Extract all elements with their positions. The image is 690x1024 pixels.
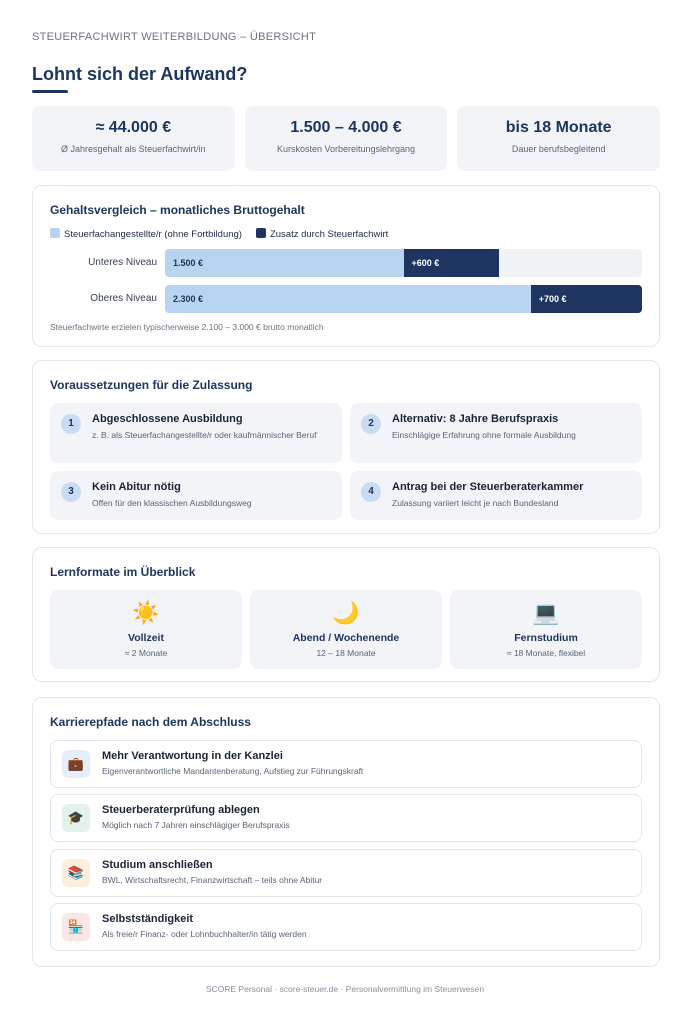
career-item <box>50 740 642 788</box>
format-duration: ≈ 18 Monate, flexibel <box>506 648 586 658</box>
step-number-badge: 3 <box>61 482 81 502</box>
legend-label-base: Steuerfachangestellte/r (ohne Fortbildung) <box>64 229 242 240</box>
requirement-item <box>50 403 342 463</box>
formats-row <box>50 590 642 669</box>
career-paths-card <box>32 697 660 967</box>
requirement-desc: Offen für den klassischen Ausbildungsweg <box>92 498 252 508</box>
stats-row <box>32 106 660 171</box>
page-footer: SCORE Personal · score-steuer.de · Personalvermittlung im Steuerwesen <box>205 984 485 994</box>
legend-swatch-extra <box>256 228 266 238</box>
format-name: Vollzeit <box>128 632 164 644</box>
stat-label: Kurskosten Vorbereitungslehrgang <box>276 144 416 154</box>
stat-duration <box>457 106 660 171</box>
bar-track <box>165 249 642 277</box>
requirements-card <box>32 360 660 534</box>
stat-label: Ø Jahresgehalt als Steuerfachwirt/in <box>61 144 206 154</box>
career-item <box>50 849 642 897</box>
salary-comparison-card <box>32 185 660 347</box>
step-number-badge: 4 <box>361 482 381 502</box>
format-duration: ≈ 2 Monate <box>124 648 168 658</box>
career-item <box>50 794 642 842</box>
format-evening-weekend <box>250 590 442 669</box>
career-title: Mehr Verantwortung in der Kanzlei <box>102 750 283 762</box>
requirement-title: Antrag bei der Steuerberaterkammer <box>392 481 584 493</box>
bar-label: Oberes Niveau <box>90 293 157 304</box>
requirement-item <box>50 471 342 520</box>
step-number-badge: 2 <box>361 414 381 434</box>
format-distance <box>450 590 642 669</box>
legend-swatch-base <box>50 228 60 238</box>
career-item <box>50 903 642 951</box>
careers-title: Karrierepfade nach dem Abschluss <box>50 715 251 729</box>
moon-icon: 🌙 <box>332 600 360 625</box>
format-name: Abend / Wochenende <box>292 632 400 644</box>
requirement-desc: Zulassung variiert leicht je nach Bundesland <box>392 498 559 508</box>
sun-icon: ☀️ <box>132 600 160 625</box>
format-fulltime <box>50 590 242 669</box>
requirement-title: Abgeschlossene Ausbildung <box>92 413 243 425</box>
stat-value: bis 18 Monate <box>505 119 612 136</box>
career-desc: Möglich nach 7 Jahren einschlägiger Berufspraxis <box>102 820 290 830</box>
salary-note: Steuerfachwirte erzielen typischerweise 2.100 – 3.000 € brutto monatlich <box>50 322 324 332</box>
bar-label: Unteres Niveau <box>88 257 157 268</box>
requirement-title: Kein Abitur nötig <box>92 481 181 493</box>
legend-item-base <box>50 228 242 240</box>
bar-segment-extra: +600 € <box>404 249 499 277</box>
requirements-grid <box>50 403 642 520</box>
laptop-icon: 💻 <box>532 600 560 625</box>
bar-segment-base: 1.500 € <box>165 249 404 277</box>
salary-bar-row <box>50 285 642 313</box>
page-eyebrow: STEUERFACHWIRT WEITERBILDUNG – ÜBERSICHT <box>32 31 317 43</box>
shop-icon: 🏪 <box>62 913 90 941</box>
career-desc: Eigenverantwortliche Mandantenberatung, Aufstieg zur Führungskraft <box>102 766 364 776</box>
career-title: Steuerberaterprüfung ablegen <box>102 804 260 816</box>
career-desc: BWL, Wirtschaftsrecht, Finanzwirtschaft – teils ohne Abitur <box>102 875 323 885</box>
requirement-item <box>350 471 642 520</box>
requirement-title: Alternativ: 8 Jahre Berufspraxis <box>392 413 559 425</box>
requirement-item <box>350 403 642 463</box>
requirement-desc: Einschlägige Erfahrung ohne formale Ausbildung <box>392 430 576 440</box>
page-title: Lohnt sich der Aufwand? <box>32 64 248 84</box>
legend-label-extra: Zusatz durch Steuerfachwirt <box>269 229 389 240</box>
graduation-cap-icon: 🎓 <box>62 804 90 832</box>
requirement-desc: z. B. als Steuerfachangestellte/r oder kaufmännischer Beruf <box>92 430 317 440</box>
stat-label: Dauer berufsbegleitend <box>511 144 606 154</box>
stat-value: 1.500 – 4.000 € <box>290 119 402 136</box>
bar-segment-base: 2.300 € <box>165 285 531 313</box>
format-duration: 12 – 18 Monate <box>316 648 376 658</box>
briefcase-icon: 💼 <box>62 750 90 778</box>
salary-title: Gehaltsvergleich – monatliches Bruttogehalt <box>50 203 305 217</box>
stat-value: ≈ 44.000 € <box>95 119 172 136</box>
bar-track <box>165 285 642 313</box>
career-desc: Als freie/r Finanz- oder Lohnbuchhalter/in tätig werden <box>102 929 307 939</box>
salary-legend <box>50 228 388 240</box>
title-underline <box>32 90 68 93</box>
legend-item-extra <box>256 228 388 240</box>
bar-segment-extra: +700 € <box>531 285 642 313</box>
formats-title: Lernformate im Überblick <box>50 565 196 579</box>
learning-formats-card <box>32 547 660 682</box>
career-title: Selbstständigkeit <box>102 913 194 925</box>
format-name: Fernstudium <box>514 632 578 644</box>
stat-course-cost <box>245 106 448 171</box>
books-icon: 📚 <box>62 859 90 887</box>
step-number-badge: 1 <box>61 414 81 434</box>
stat-salary <box>32 106 235 171</box>
requirements-title: Voraussetzungen für die Zulassung <box>50 378 253 392</box>
career-title: Studium anschließen <box>102 859 213 871</box>
salary-bar-row <box>50 249 642 277</box>
